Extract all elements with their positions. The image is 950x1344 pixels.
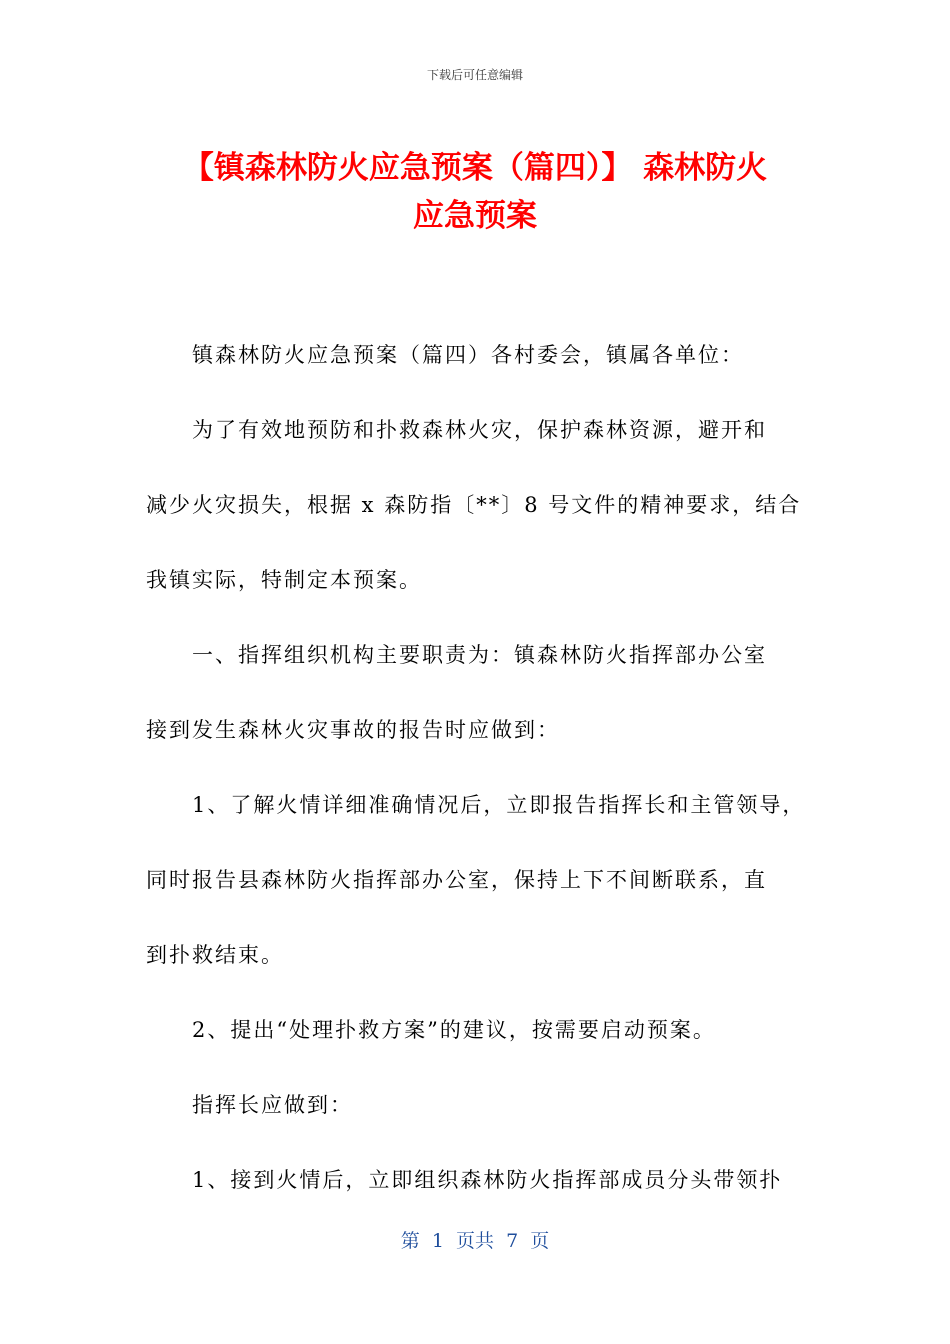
body-line: 2、提出“处理扑救方案”的建议，按需要启动预案。: [192, 1018, 716, 1042]
title-line-2: 应急预案: [413, 198, 537, 234]
body-line: 减少火灾损失，根据 x 森防指〔**〕8 号文件的精神要求，结合: [146, 493, 802, 517]
header-note: 下载后可任意编辑: [426, 68, 523, 82]
body-line: 接到发生森林火灾事故的报告时应做到：: [146, 718, 560, 742]
title-line-1: 【镇森林防火应急预案（篇四）】 森林防火: [182, 150, 768, 186]
document-body: [146, 318, 811, 1218]
body-line: 指挥长应做到：: [192, 1093, 353, 1117]
body-line: 到扑救结束。: [146, 943, 284, 967]
body-line: 1、了解火情详细准确情况后，立即报告指挥长和主管领导，: [192, 793, 806, 817]
body-line: 我镇实际，特制定本预案。: [146, 568, 422, 592]
body-line: 为了有效地预防和扑救森林火灾，保护森林资源，避开和: [192, 418, 767, 442]
body-line: 1、接到火情后，立即组织森林防火指挥部成员分头带领扑: [192, 1168, 783, 1192]
body-line: 同时报告县森林防火指挥部办公室，保持上下不间断联系，直: [146, 868, 767, 892]
body-line: 一、指挥组织机构主要职责为：镇森林防火指挥部办公室: [192, 643, 767, 667]
page-number: 第 1 页共 7 页: [400, 1230, 550, 1252]
document-title: [100, 144, 850, 240]
body-line: 镇森林防火应急预案（篇四）各村委会，镇属各单位：: [192, 343, 744, 367]
